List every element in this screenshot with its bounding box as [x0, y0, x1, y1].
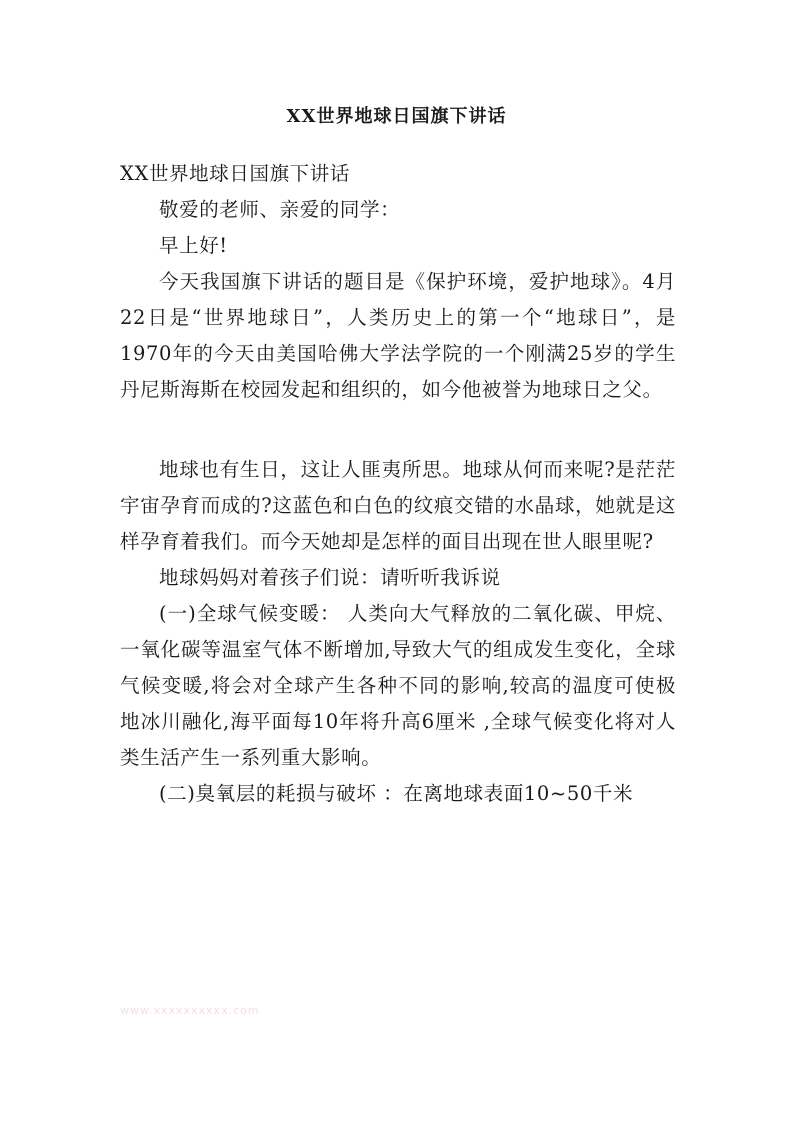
- paragraph-earth-birthday: 地球也有生日，这让人匪夷所思。地球从何而来呢?是茫茫宇宙孕育而成的?这蓝色和白色的纹痕交错的水晶球，她就是这样孕育着我们。而今天她却是怎样的面目出现在世人眼里呢?: [120, 458, 676, 553]
- watermark-text: www.xxxxxxxxxx.com: [120, 1004, 260, 1017]
- document-body: [120, 156, 676, 812]
- paragraph-intro: 今天我国旗下讲话的题目是《保护环境，爱护地球》。4月22日是“世界地球日”，人类历史上的第一个“地球日”，是1970年的今天由美国哈佛大学法学院的一个刚满25岁的学生丹尼斯海斯在校园发起和组织的，如今他被誉为地球日之父。: [120, 270, 676, 401]
- paragraph-greeting: 早上好!: [159, 234, 228, 257]
- paragraph-earth-mother: 地球妈妈对着孩子们说：请听听我诉说: [159, 566, 501, 589]
- paragraph-salutation: 敬爱的老师、亲爱的同学：: [159, 198, 401, 221]
- blank-line: [120, 408, 676, 444]
- document-title: XX世界地球日国旗下讲话: [286, 106, 507, 127]
- paragraph-global-warming: (一)全球气候变暖： 人类向大气释放的二氧化碳、甲烷、一氧化碳等温室气体不断增加,导致大气的组成发生变化，全球气候变暖,将会对全球产生各种不同的影响,较高的温度可使极地冰川融化,海平面每10年将升高6厘米 ,全球气候变化将对人类生活产生一系列重大影响。: [120, 602, 676, 769]
- paragraph-ozone: (二)臭氧层的耗损与破坏 ：在离地球表面10~50千米: [159, 782, 634, 805]
- paragraph-heading: XX世界地球日国旗下讲话: [120, 162, 350, 185]
- spacer: [120, 444, 676, 452]
